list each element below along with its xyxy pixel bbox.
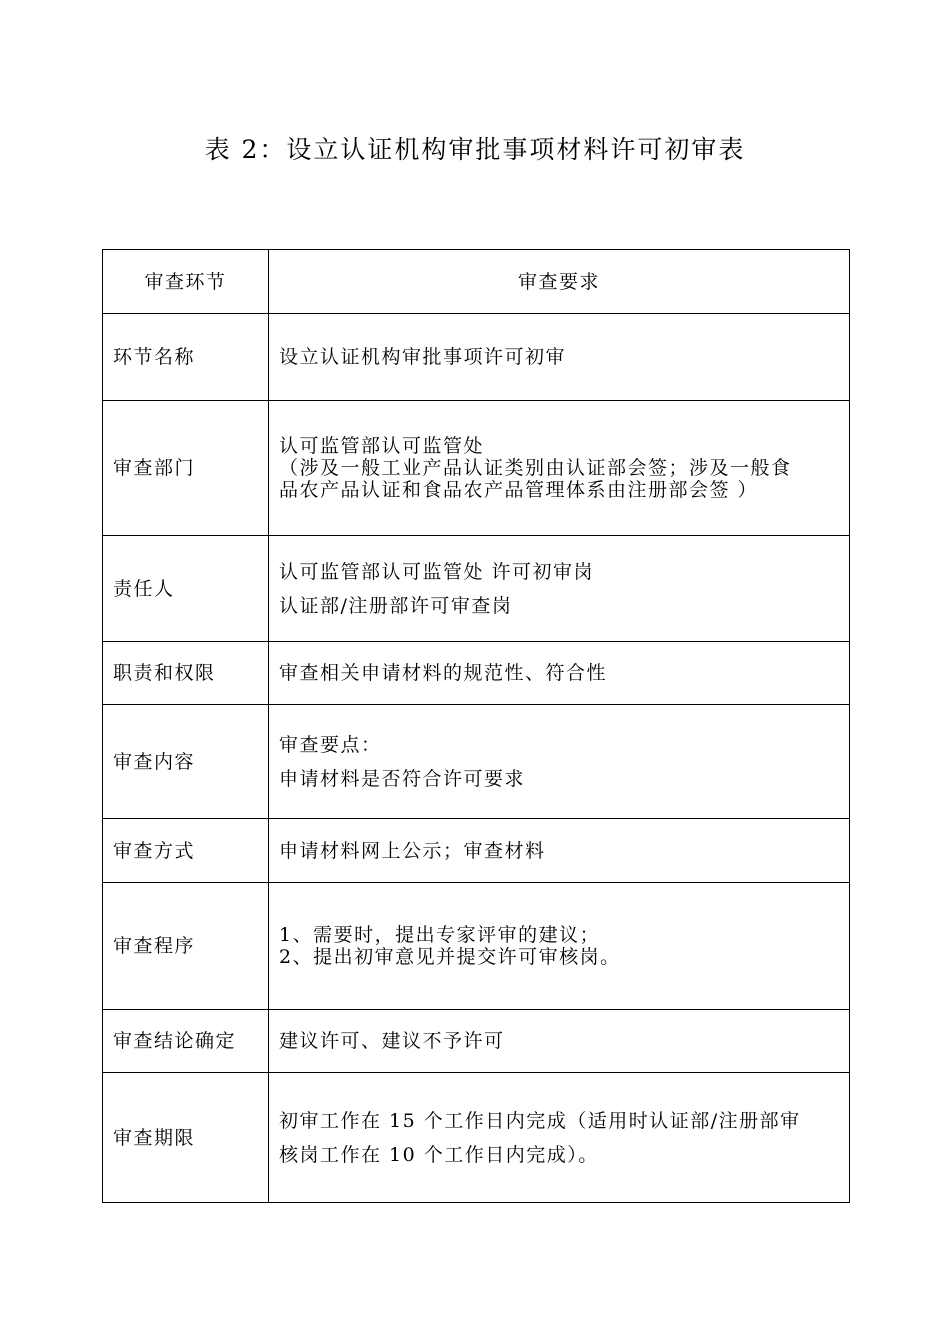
content-line: 1、需要时，提出专家评审的建议； (279, 924, 601, 946)
table-row (103, 1010, 850, 1073)
row-content (269, 883, 850, 1010)
row-label: 审查部门 (103, 401, 269, 536)
content-line: 2、提出初审意见并提交许可审核岗。 (279, 946, 621, 968)
content-line: 认可监管部认可监管处 许可初审岗 (279, 560, 595, 583)
table-row (103, 1073, 850, 1203)
content-line: 审查要点： (279, 733, 382, 756)
row-label: 审查内容 (103, 705, 269, 819)
row-label: 审查程序 (103, 883, 269, 1010)
row-label: 环节名称 (103, 314, 269, 401)
row-label: 审查期限 (103, 1073, 269, 1203)
table-row (103, 705, 850, 819)
content-line: 审查相关申请材料的规范性、符合性 (279, 662, 608, 684)
table-row (103, 819, 850, 883)
row-label: 职责和权限 (103, 642, 269, 705)
content-line: 认证部/注册部许可审查岗 (279, 594, 513, 617)
content-line: 设立认证机构审批事项许可初审 (279, 346, 567, 368)
row-content (269, 1010, 850, 1073)
row-label: 审查方式 (103, 819, 269, 883)
content-line: 建议许可、建议不予许可 (279, 1030, 505, 1052)
row-content (269, 705, 850, 819)
table-row (103, 314, 850, 401)
row-content (269, 314, 850, 401)
content-line: 品农产品认证和食品农产品管理体系由注册部会签 ） (279, 479, 759, 501)
row-content (269, 1073, 850, 1203)
row-content (269, 642, 850, 705)
table-row (103, 401, 850, 536)
table-row (103, 642, 850, 705)
header-cell-stage: 审查环节 (103, 250, 269, 314)
row-content (269, 401, 850, 536)
table-row (103, 883, 850, 1010)
table-header-row (103, 250, 850, 314)
content-line: 申请材料网上公示；审查材料 (279, 839, 546, 862)
content-line: （涉及一般工业产品认证类别由认证部会签；涉及一般食 (279, 457, 792, 479)
row-label: 审查结论确定 (103, 1010, 269, 1073)
content-line: 认可监管部认可监管处 (279, 435, 485, 457)
table-row (103, 536, 850, 642)
row-content (269, 819, 850, 883)
page-title: 表 2：设立认证机构审批事项材料许可初审表 (204, 135, 746, 164)
content-line: 初审工作在 15 个工作日内完成（适用时认证部/注册部审 (279, 1109, 801, 1132)
content-line: 核岗工作在 10 个工作日内完成）。 (279, 1143, 599, 1166)
row-label: 责任人 (103, 536, 269, 642)
row-content (269, 536, 850, 642)
header-cell-requirement: 审查要求 (269, 250, 850, 314)
review-table (102, 249, 850, 1203)
content-line: 申请材料是否符合许可要求 (279, 767, 526, 790)
